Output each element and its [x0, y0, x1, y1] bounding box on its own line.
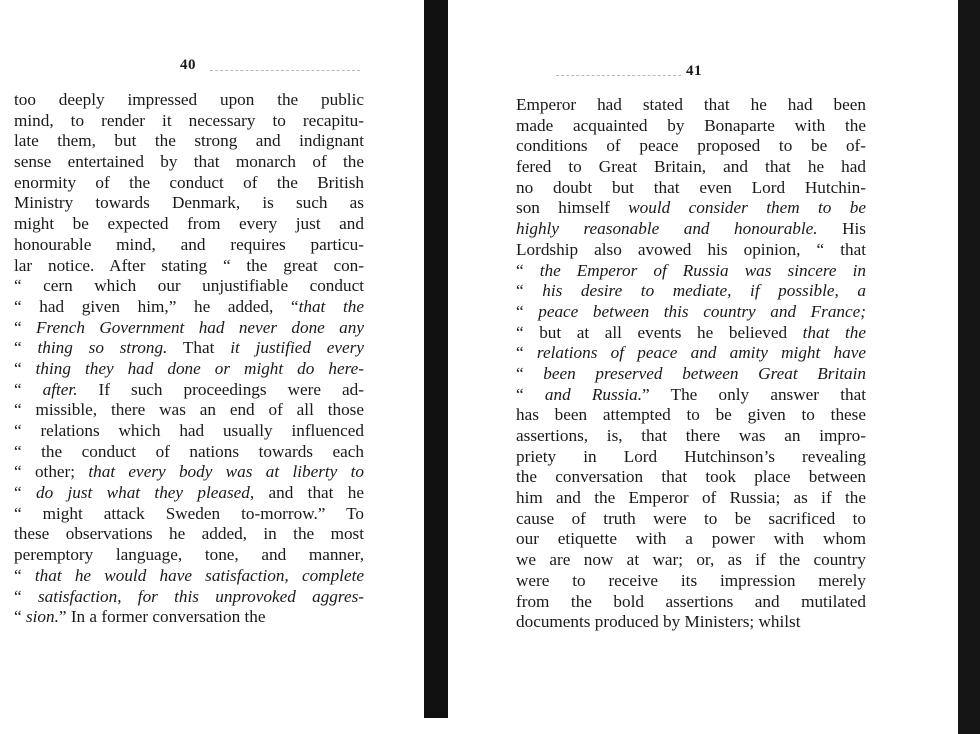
text-line [516, 219, 866, 240]
text-run-italic: the Emperor of Russia was sincere in [539, 260, 866, 280]
text-line [14, 338, 364, 359]
text-run: “ [14, 607, 26, 627]
text-line: were to receive its impression merely [516, 570, 866, 590]
text-run: If such proceedings were ad- [77, 379, 364, 399]
text-run: “ [516, 363, 544, 383]
text-run-italic: sion. [25, 607, 59, 627]
text-run: “ [516, 260, 540, 280]
text-run-italic: would consider them to be [628, 198, 866, 218]
text-line: documents produced by Ministers; whilst [516, 612, 801, 632]
text-run: “ [14, 565, 35, 585]
page-edge [958, 0, 980, 734]
text-line: too deeply impressed upon the public [14, 90, 364, 109]
text-line [516, 385, 866, 406]
text-line [14, 587, 364, 608]
text-line: him and the Emperor of Russia; as if the [516, 488, 866, 508]
text-run: ” The only answer that [642, 384, 866, 404]
text-line: we are now at war; or, as if the country [516, 550, 866, 570]
text-line [14, 462, 364, 483]
text-line: sense entertained by that monarch of the [14, 152, 364, 172]
text-line [14, 483, 364, 504]
text-line: no doubt but that even Lord Hutchin- [516, 177, 866, 197]
text-line: “ might attack Sweden to-morrow.” To [14, 503, 364, 523]
text-run: “ had given him,” he added, “ [14, 296, 299, 316]
text-run-italic: that he would have satisfaction, complete [34, 565, 364, 585]
text-line: fered to Great Britain, and that he had [516, 157, 866, 177]
text-line: might be expected from every just and [14, 214, 364, 234]
text-run: “ other; [14, 462, 89, 482]
text-run-italic: French Government had never done any [36, 317, 364, 337]
text-line: from the bold assertions and mutilated [516, 591, 866, 611]
page-header-rule [210, 70, 360, 71]
text-run-italic: thing they had done or might do here- [35, 358, 364, 378]
text-run: “ [14, 483, 36, 503]
text-run-italic: peace between this country and France; [538, 301, 866, 321]
text-line: Lordship also avowed his opinion, “ that [516, 239, 866, 259]
text-run: “ [14, 358, 36, 378]
right-page-text [516, 95, 866, 633]
text-line: has been attempted to be given to these [516, 405, 866, 425]
text-line: mind, to render it necessary to recapitu- [14, 110, 364, 130]
page-number: 40 [180, 57, 196, 73]
text-run-italic: that every body was at liberty to [88, 462, 364, 482]
text-line [516, 281, 866, 302]
text-line [14, 297, 364, 318]
text-line [516, 198, 866, 219]
left-page [0, 0, 420, 734]
text-line: Emperor had stated that he had been [516, 95, 866, 114]
text-run: “ but at all events he believed [516, 322, 803, 342]
text-run-italic: after. [42, 379, 78, 399]
text-run: “ [516, 384, 545, 404]
text-run-italic: it justified every [230, 338, 364, 358]
text-line [516, 302, 866, 323]
text-run-italic: thing so strong. [37, 338, 168, 358]
text-line: lar notice. After stating “ the great con- [14, 255, 364, 275]
text-line: conditions of peace proposed to be of- [516, 136, 866, 156]
text-line [14, 380, 364, 401]
text-line [516, 364, 866, 385]
text-line: these observations he added, in the most [14, 524, 364, 544]
text-line [516, 343, 866, 364]
text-line: the conversation that took place between [516, 467, 866, 487]
text-line: “ the conduct of nations towards each [14, 441, 364, 461]
text-run-italic: his desire to mediate, if possible, a [542, 281, 866, 301]
text-line: priety in Lord Hutchinson’s revealing [516, 446, 866, 466]
text-run-italic: highly reasonable and honourable. [516, 219, 818, 239]
text-line: peremptory language, tone, and manner, [14, 545, 364, 565]
left-page-text [14, 90, 364, 628]
text-line: “ missible, there was an end of all those [14, 400, 364, 420]
right-page [446, 0, 966, 734]
text-run: That [167, 338, 231, 358]
text-line: “ cern which our unjustifiable conduct [14, 276, 364, 296]
text-run-italic: been preserved between Great Britain [543, 363, 866, 383]
text-run: “ [14, 586, 38, 606]
book-gutter [424, 0, 448, 718]
text-run-italic: do just what they pleased, [35, 483, 255, 503]
text-line [14, 318, 364, 339]
text-run-italic: that the [298, 296, 364, 316]
text-run-italic: satisfaction, for this unprovoked aggres- [37, 586, 364, 606]
page-number: 41 [686, 63, 702, 79]
text-run: ” In a former conversation the [58, 607, 266, 627]
text-run-italic: and Russia. [544, 384, 643, 404]
text-run: and that he [254, 483, 364, 503]
text-line [14, 359, 364, 380]
text-run: “ [516, 281, 543, 301]
text-run-italic: relations of peace and amity might have [536, 343, 866, 363]
text-run: “ [516, 301, 539, 321]
text-line: assertions, is, that there was an impro- [516, 426, 866, 445]
text-run-italic: that the [802, 322, 866, 342]
text-line: “ relations which had usually influenced [14, 421, 364, 440]
text-run: “ [14, 317, 36, 337]
text-line: honourable mind, and requires particu- [14, 234, 364, 254]
page-header-rule [556, 75, 681, 76]
text-line: late them, but the strong and indignant [14, 131, 364, 151]
text-line: cause of truth were to be sacrificed to [516, 508, 866, 528]
text-line [516, 323, 866, 344]
text-line [14, 566, 364, 587]
text-run: “ [14, 338, 38, 358]
text-line: our etiquette with a power with whom [516, 529, 866, 549]
text-line: enormity of the conduct of the British [14, 172, 364, 192]
text-line: made acquainted by Bonaparte with the [516, 115, 866, 135]
text-line [14, 607, 364, 628]
text-run: His [817, 219, 866, 239]
text-line: Ministry towards Denmark, is such as [14, 193, 364, 213]
text-line [516, 261, 866, 282]
text-run: “ [14, 379, 43, 399]
text-run: “ [516, 343, 537, 363]
text-run: son himself [516, 198, 629, 218]
